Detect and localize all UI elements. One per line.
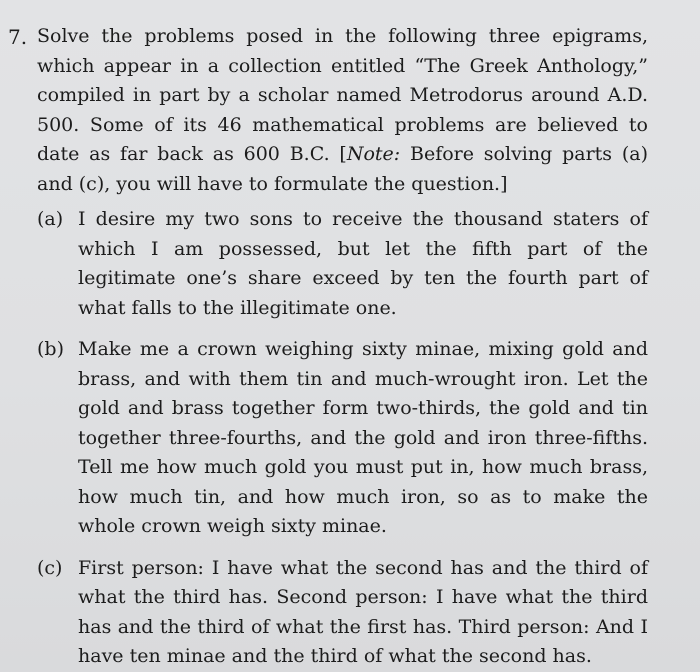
problem-number: 7. — [8, 25, 28, 49]
part-a-text: I desire my two sons to receive the thousand staters of which I am possessed, but let the fifth part of the legitimate one’s share exceed by ten the fourth part of what falls to the illegitimate one. — [78, 208, 648, 319]
part-c — [8, 554, 648, 672]
part-c-text: First person: I have what the second has and the third of what the third has. Second person: I have what the third has and the third of what the first has. Third person: And I have ten minae and the third of what the second has. — [78, 556, 648, 667]
part-a-label: (a) — [37, 208, 64, 230]
part-b — [8, 335, 648, 542]
problem-intro — [37, 22, 648, 199]
problem-7 — [8, 22, 648, 672]
part-a — [8, 205, 648, 323]
intro-note-text: Before solving parts (a) and (c), you will have to formulate the question.] — [37, 143, 648, 195]
intro-text: Solve the problems posed in the following three epigrams, which appear in a collection entitled “The Greek Anthology,” compiled in part by a scholar named Metrodorus around A.D. 500. Some of its 46 mathematical problems are believed to date as far back as 600 B.C. [ — [37, 25, 648, 165]
part-b-label: (b) — [37, 338, 64, 360]
part-b-text: Make me a crown weighing sixty minae, mixing gold and brass, and with them tin and much-wrought iron. Let the gold and brass together form two-thirds, the gold and tin together three-fourths, and the gold and iron three-fifths. Tell me how much gold you must put in, how much brass, how much tin, and how much iron, so as to make the whole crown weigh sixty minae. — [78, 338, 648, 537]
part-c-label: (c) — [37, 556, 63, 579]
note-label: Note: — [346, 143, 401, 165]
